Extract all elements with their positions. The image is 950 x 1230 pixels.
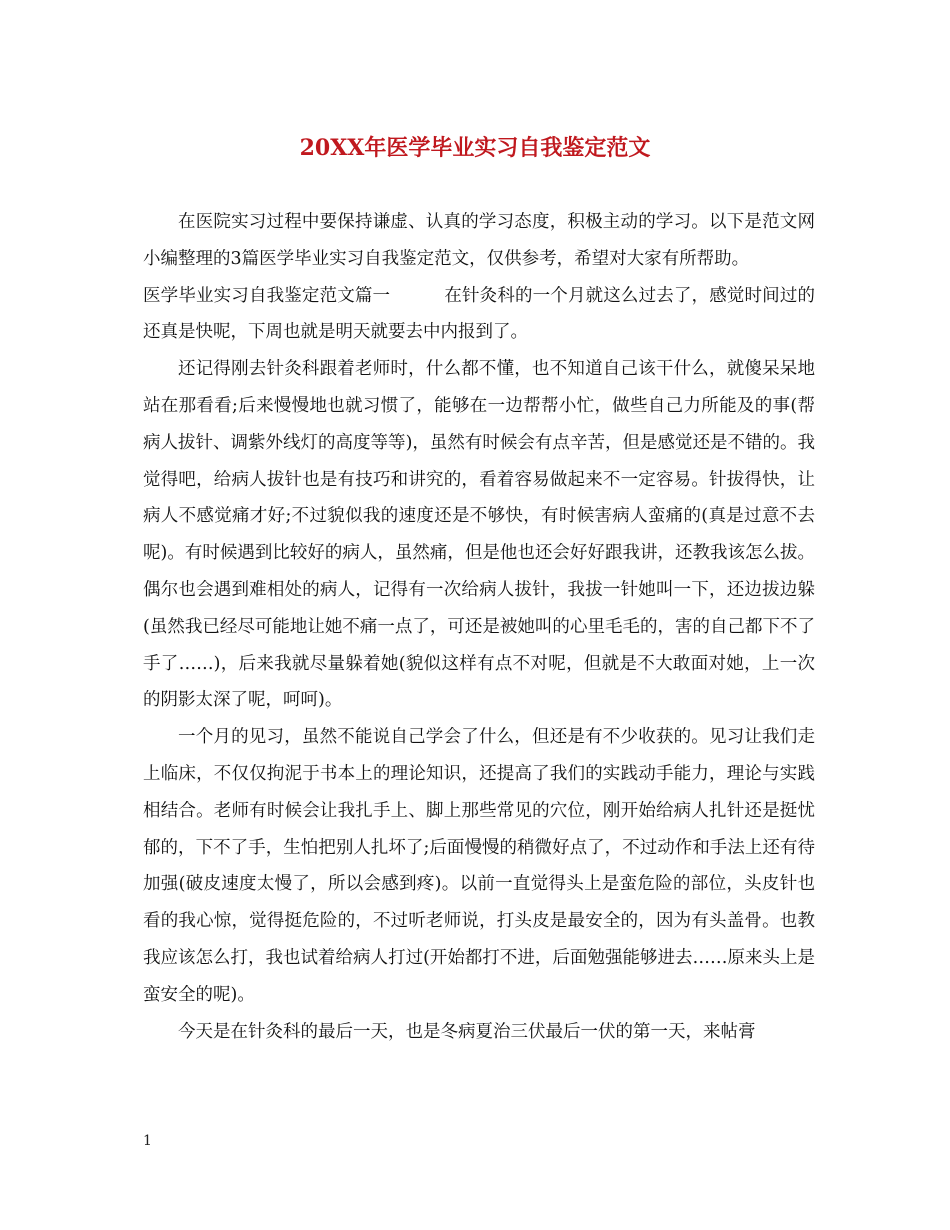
body-paragraph-3: 今天是在针灸科的最后一天，也是冬病夏治三伏最后一伏的第一天，来帖膏 [178,1021,756,1042]
document-title: 20XX年医学毕业实习自我鉴定范文 [299,135,651,161]
section-first-text: 在针灸科的一个月就这么过去了，感觉时间过的还真是快呢，下周也就是明天就要去中内报到了。 [143,285,816,343]
body-paragraph-1: 还记得刚去针灸科跟着老师时，什么都不懂，也不知道自己该干什么，就傻呆呆地站在那看看;后来慢慢地也就习惯了，能够在一边帮帮小忙，做些自己力所能及的事(帮病人拔针、调紫外线灯的高度等等)，虽然有时候会有点辛苦，但是感觉还是不错的。我觉得吧，给病人拔针也是有技巧和讲究的，看着容易做起来不一定容易。针拔得快，让病人不感觉痛才好;不过貌似我的速度还是不够快，有时候害病人蛮痛的(真是过意不去呢)。有时候遇到比较好的病人，虽然痛，但是他也还会好好跟我讲，还教我该怎么拔。偶尔也会遇到难相处的病人，记得有一次给病人拔针，我拔一针她叫一下，还边拔边躲(虽然我已经尽可能地让她不痛一点了，可还是被她叫的心里毛毛的，害的自己都下不了手了……)，后来我就尽量躲着她(貌似这样有点不对呢，但就是不大敢面对她，上一次的阴影太深了呢，呵呵)。 [143,359,815,711]
intro-paragraph: 在医院实习过程中要保持谦虚、认真的学习态度，积极主动的学习。以下是范文网小编整理的3篇医学毕业实习自我鉴定范文，仅供参考，希望对大家有所帮助。 [143,212,815,269]
body-paragraph-2: 一个月的见习，虽然不能说自己学会了什么，但还是有不少收获的。见习让我们走上临床，不仅仅拘泥于书本上的理论知识，还提高了我们的实践动手能力，理论与实践相结合。老师有时候会让我扎手上、脚上那些常见的穴位，刚开始给病人扎针还是挺忧郁的，下不了手，生怕把别人扎坏了;后面慢慢的稍微好点了，不过动作和手法上还有待加强(破皮速度太慢了，所以会感到疼)。以前一直觉得头上是蛮危险的部位，头皮针也看的我心惊，觉得挺危险的，不过听老师说，打头皮是最安全的，因为有头盖骨。也教我应该怎么打，我也试着给病人打过(开始都打不进，后面勉强能够进去……原来头上是蛮安全的呢)。 [143,727,815,1005]
page-number: 1 [143,1133,152,1149]
section-heading: 医学毕业实习自我鉴定范文篇一 [143,285,391,306]
section-paragraph [143,278,815,352]
document-body [143,204,815,1050]
